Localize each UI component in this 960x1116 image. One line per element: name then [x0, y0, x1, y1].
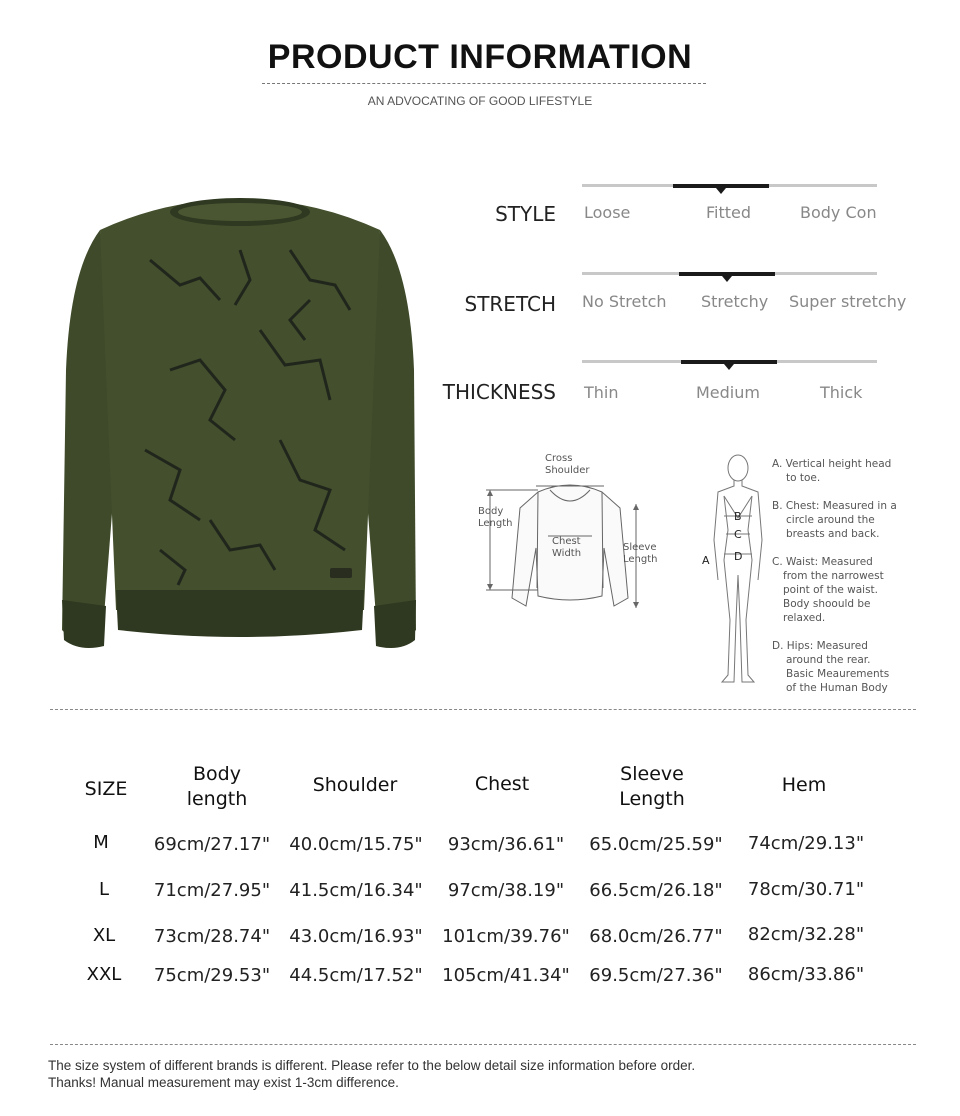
human-body-icon — [700, 450, 770, 690]
table-cell: 69.5cm/27.36" — [589, 965, 723, 986]
thickness-label: THICKNESS — [442, 380, 556, 404]
table-cell: 93cm/36.61" — [447, 834, 565, 855]
legend-b: B. Chest: Measured in a circle around the breasts and back. — [772, 500, 897, 540]
table-cell: 74cm/29.13" — [747, 833, 865, 854]
header-chest: Chest — [474, 773, 530, 795]
table-cell: 101cm/39.76" — [442, 926, 570, 947]
header-size: SIZE — [84, 778, 128, 800]
row-m-size: M — [93, 832, 109, 853]
table-cell: 75cm/29.53" — [153, 965, 271, 986]
cross-shoulder-label: Cross Shoulder — [545, 453, 590, 476]
legend-d: D. Hips: Measured around the rear. Basic Meaurements of the Human Body — [772, 640, 890, 694]
footer-divider — [50, 1044, 916, 1045]
row-l-size: L — [98, 879, 110, 900]
row-xl-size: XL — [92, 925, 116, 946]
style-pointer-icon — [716, 188, 726, 194]
body-legend — [772, 457, 922, 695]
table-cell: 78cm/30.71" — [747, 879, 865, 900]
table-cell: 65.0cm/25.59" — [589, 834, 723, 855]
legend-a: A. Vertical height head to toe. — [772, 458, 892, 484]
sweater-image — [60, 190, 420, 660]
footer-note-1: The size system of different brands is different. Please refer to the below detail size information before order. — [48, 1058, 696, 1073]
header-body-length: Body length — [186, 763, 248, 810]
stretch-option-none: No Stretch — [582, 292, 667, 311]
table-cell: 66.5cm/26.18" — [589, 880, 723, 901]
sleeve-length-label: Sleeve Length — [623, 542, 658, 565]
stretch-option-super: Super stretchy — [789, 292, 907, 311]
table-cell: 44.5cm/17.52" — [289, 965, 423, 986]
thickness-option-medium: Medium — [696, 383, 760, 402]
table-cell: 43.0cm/16.93" — [289, 926, 423, 947]
page-subtitle: AN ADVOCATING OF GOOD LIFESTYLE — [367, 94, 593, 108]
row-xxl-size: XXL — [86, 964, 122, 985]
table-cell: 40.0cm/15.75" — [289, 834, 423, 855]
style-label: STYLE — [495, 202, 556, 226]
table-cell: 97cm/38.19" — [447, 880, 565, 901]
table-cell: 105cm/41.34" — [442, 965, 570, 986]
stretch-pointer-icon — [722, 276, 732, 282]
letter-a: A — [702, 554, 710, 567]
stretch-label: STRETCH — [464, 292, 556, 316]
table-cell: 69cm/27.17" — [153, 834, 271, 855]
style-option-loose: Loose — [584, 203, 631, 222]
thickness-option-thick: Thick — [820, 383, 863, 402]
table-cell: 82cm/32.28" — [747, 924, 865, 945]
garment-diagram — [470, 448, 670, 618]
letter-c: C — [734, 528, 742, 541]
body-length-label: Body Length — [478, 506, 513, 529]
header-shoulder: Shoulder — [312, 774, 398, 796]
letter-d: D — [734, 550, 743, 563]
letter-b: B — [734, 510, 742, 523]
header-hem: Hem — [781, 774, 827, 796]
body-diagram — [700, 450, 770, 690]
thickness-pointer-icon — [724, 364, 734, 370]
thickness-option-thin: Thin — [584, 383, 619, 402]
style-option-bodycon: Body Con — [800, 203, 877, 222]
chest-width-label: Chest Width — [552, 536, 582, 559]
header-sleeve-length: Sleeve Length — [619, 763, 685, 810]
page-title: PRODUCT INFORMATION — [267, 38, 693, 76]
style-option-fitted: Fitted — [706, 203, 752, 222]
legend-c: C. Waist: Measured from the narrowest point of the waist. Body shoould be relaxed. — [772, 556, 884, 624]
table-cell: 71cm/27.95" — [153, 880, 271, 901]
table-cell: 68.0cm/26.77" — [589, 926, 723, 947]
section-divider — [50, 709, 916, 710]
footer-note-2: Thanks! Manual measurement may exist 1-3cm difference. — [48, 1075, 399, 1090]
title-divider — [262, 83, 706, 84]
stretch-option-stretchy: Stretchy — [701, 292, 769, 311]
table-cell: 86cm/33.86" — [747, 964, 865, 985]
table-cell: 41.5cm/16.34" — [289, 880, 423, 901]
table-cell: 73cm/28.74" — [153, 926, 271, 947]
